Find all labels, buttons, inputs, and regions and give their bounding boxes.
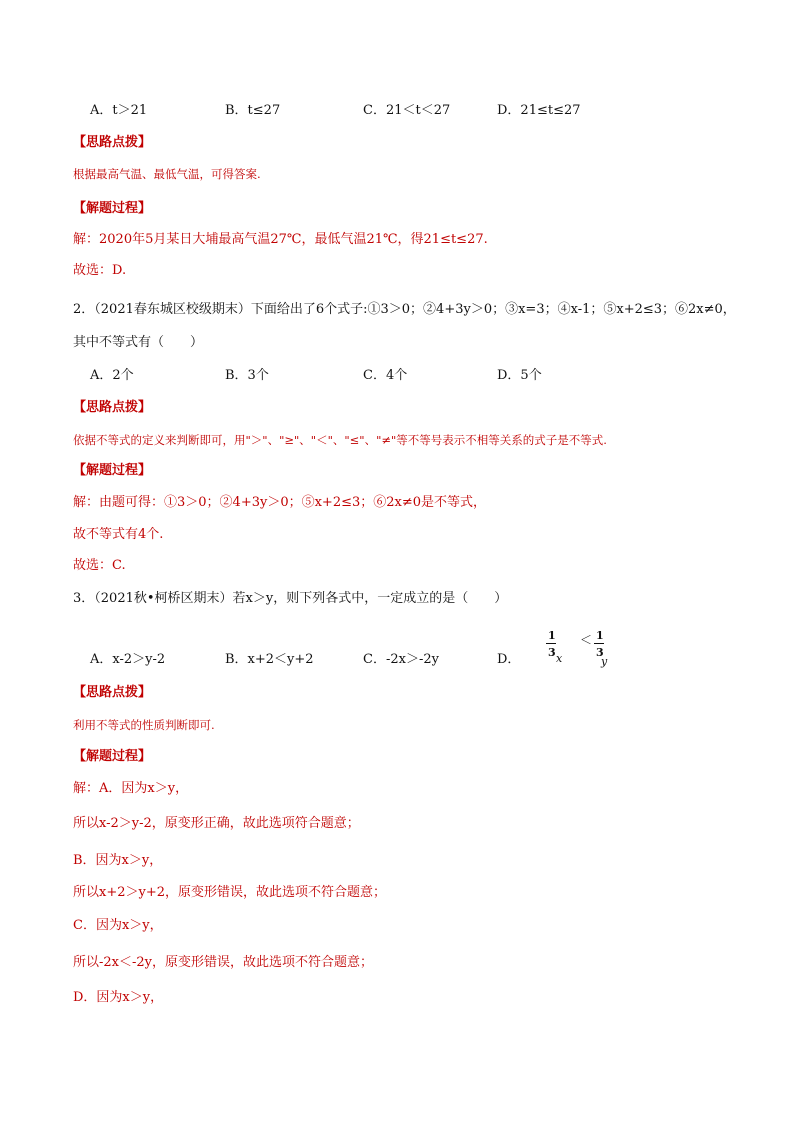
q3-d-left-denominator: 3 (548, 646, 556, 659)
q2-option-a: A．2个 (90, 368, 134, 383)
q3-option-b: B．x+2＜y+2 (225, 652, 314, 667)
q1-hint-title: 【思路点拨】 (73, 135, 152, 150)
q3-option-c: C．-2x＞-2y (363, 652, 439, 667)
q2-solution-title: 【解题过程】 (73, 463, 152, 478)
q2-solution-line2: 故不等式有4个. (73, 527, 164, 542)
q3-d-right-variable: y (601, 655, 608, 668)
q2-option-d: D．5个 (497, 368, 542, 383)
q2-hint-title: 【思路点拨】 (73, 400, 152, 415)
q2-answer: 故选：C. (73, 558, 126, 573)
q3-solution-title: 【解题过程】 (73, 749, 152, 764)
q2-solution-line1: 解：由题可得：①3＞0；②4+3y＞0；⑤x+2≤3；⑥2x≠0是不等式， (73, 495, 487, 510)
q1-option-c: C．21＜t＜27 (363, 103, 451, 118)
q3-step: 所以-2x＜-2y，原变形错误，故此选项不符合题意； (73, 955, 374, 970)
q1-option-b: B．t≤27 (225, 103, 281, 118)
q3-step: D．因为x＞y， (73, 990, 164, 1005)
q3-d-left-fraction-bar (546, 643, 556, 644)
q3-option-a: A．x-2＞y-2 (90, 652, 166, 667)
q3-stem: 3．（2021秋•柯桥区期末）若x＞y，则下列各式中，一定成立的是（ ） (73, 591, 508, 606)
q3-d-right-numerator: 1 (596, 629, 604, 642)
q3-hint-title: 【思路点拨】 (73, 685, 152, 700)
q1-option-d: D．21≤t≤27 (497, 103, 581, 118)
q3-step: 所以x-2＞y-2，原变形正确，故此选项符合题意； (73, 816, 360, 831)
q2-stem-line1: 2．（2021春东城区校级期末）下面给出了6个式子:①3＞0；②4+3y＞0；③x=3；④x-1；⑤x+2≤3；⑥2x≠0， (73, 302, 736, 317)
q3-d-left-variable: x (556, 652, 563, 665)
q3-option-d-label: D． (497, 652, 521, 667)
q2-hint-text: 依据不等式的定义来判断即可，用"＞"、"≥"、"＜"、"≤"、"≠"等不等号表示不相等关系的式子是不等式. (73, 433, 607, 447)
q2-stem-line2: 其中不等式有（ ） (73, 335, 204, 350)
q3-d-left-numerator: 1 (548, 629, 556, 642)
q1-solution-title: 【解题过程】 (73, 201, 152, 216)
q3-d-right-denominator: 3 (596, 646, 604, 659)
q3-step: B．因为x＞y， (73, 853, 163, 868)
q2-option-b: B．3个 (225, 368, 269, 383)
q3-d-less-than: ＜ (580, 633, 593, 647)
q3-d-right-fraction-bar (594, 643, 604, 644)
q3-hint-text: 利用不等式的性质判断即可. (73, 718, 215, 732)
q3-step: C．因为x＞y， (73, 918, 163, 933)
q2-option-c: C．4个 (363, 368, 408, 383)
q1-hint-text: 根据最高气温、最低气温，可得答案. (73, 167, 261, 181)
q1-answer: 故选：D. (73, 263, 127, 278)
q3-step: 解：A．因为x＞y， (73, 781, 189, 796)
q1-solution-line: 解：2020年5月某日大埔最高气温27℃，最低气温21℃，得21≤t≤27. (73, 232, 488, 247)
q1-option-a: A．t＞21 (90, 103, 148, 118)
q3-step: 所以x+2＞y+2，原变形错误，故此选项不符合题意； (73, 885, 387, 900)
